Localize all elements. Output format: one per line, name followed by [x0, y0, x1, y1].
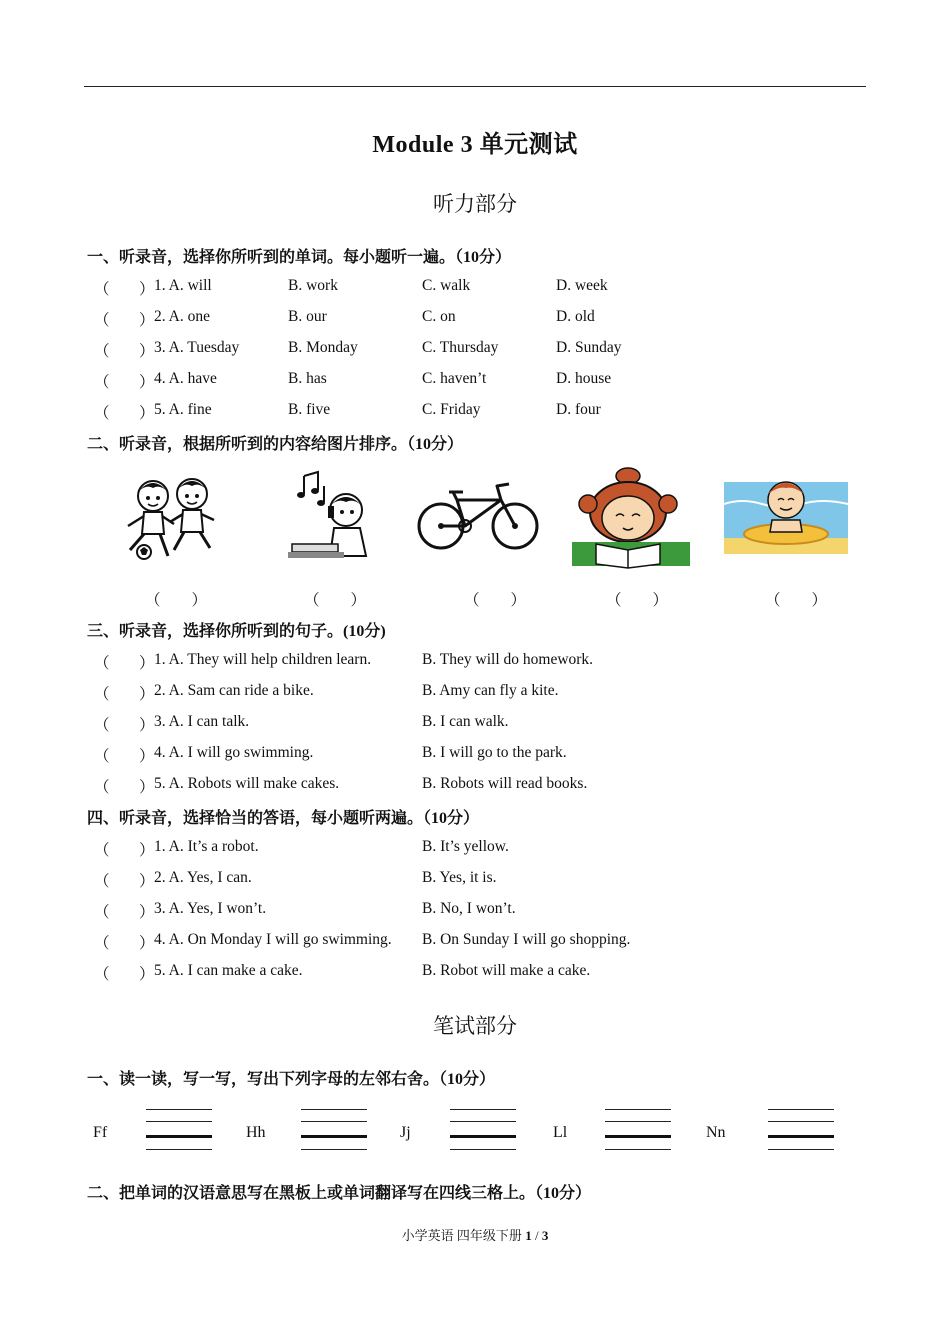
option-b: B. It’s yellow. — [422, 838, 509, 855]
option-a: 5. A. I can make a cake. — [154, 962, 303, 979]
answer-blank-close: ） — [139, 779, 155, 796]
letter-prompt: Jj — [400, 1124, 411, 1141]
answer-blank-open[interactable]: （ — [94, 374, 110, 391]
answer-blank-open[interactable]: （ — [94, 935, 110, 952]
part1-heading: 一、听录音，选择你所听到的单词。每小题听一遍。（10分） — [87, 249, 512, 266]
page-total: 3 — [541, 1228, 549, 1243]
page-separator: / — [534, 1228, 539, 1243]
letter-prompt: Nn — [706, 1124, 726, 1141]
option-b: B. Robots will read books. — [422, 775, 588, 792]
answer-blank-close: ） — [139, 405, 155, 422]
option-a: 1. A. will — [154, 277, 212, 294]
option-a: 3. A. I can talk. — [154, 713, 250, 730]
part2-heading: 二、听录音，根据所听到的内容给图片排序。（10分） — [87, 436, 464, 453]
option-c: C. haven’t — [422, 370, 487, 387]
option-a: 3. A. Yes, I won’t. — [154, 900, 267, 917]
option-b: B. On Sunday I will go shopping. — [422, 931, 631, 948]
picture-answer-blank[interactable]: （ ） — [464, 592, 527, 609]
option-b: B. No, I won’t. — [422, 900, 516, 917]
page-footer — [0, 1225, 950, 1244]
answer-blank-open[interactable]: （ — [94, 748, 110, 765]
answer-blank-close: ） — [139, 842, 155, 859]
answer-blank-open[interactable]: （ — [94, 779, 110, 796]
page-title: Module 3 单元测试 — [372, 132, 578, 158]
option-d: D. four — [556, 401, 601, 418]
four-line-grid[interactable] — [605, 1107, 671, 1155]
answer-blank-open[interactable]: （ — [94, 904, 110, 921]
part4-heading: 四、听录音，选择恰当的答语，每小题听两遍。（10分） — [87, 810, 480, 827]
picture-answer-blank[interactable]: （ ） — [765, 592, 828, 609]
picture-answer-blank[interactable]: （ ） — [606, 592, 669, 609]
answer-blank-open[interactable]: （ — [94, 312, 110, 329]
answer-blank-close: ） — [139, 281, 155, 298]
option-b: B. I can walk. — [422, 713, 509, 730]
answer-blank-close: ） — [139, 873, 155, 890]
option-b: B. Monday — [288, 339, 358, 356]
option-d: D. week — [556, 277, 608, 294]
answer-blank-open[interactable]: （ — [94, 966, 110, 983]
option-b: B. work — [288, 277, 338, 294]
option-a: 2. A. Sam can ride a bike. — [154, 682, 314, 699]
option-a: 5. A. Robots will make cakes. — [154, 775, 340, 792]
option-b: B. Amy can fly a kite. — [422, 682, 559, 699]
option-a: 3. A. Tuesday — [154, 339, 240, 356]
writing1-heading: 一、读一读，写一写，写出下列字母的左邻右舍。（10分） — [87, 1071, 496, 1088]
option-b: B. I will go to the park. — [422, 744, 567, 761]
option-a: 4. A. On Monday I will go swimming. — [154, 931, 392, 948]
answer-blank-close: ） — [139, 343, 155, 360]
writing2-heading: 二、把单词的汉语意思写在黑板上或单词翻译写在四线三格上。（10分） — [87, 1185, 592, 1202]
answer-blank-open[interactable]: （ — [94, 842, 110, 859]
option-d: D. old — [556, 308, 595, 325]
option-b: B. Yes, it is. — [422, 869, 497, 886]
footer-text: 小学英语 四年级下册 — [401, 1228, 522, 1243]
picture-answer-blank[interactable]: （ ） — [145, 592, 208, 609]
answer-blank-open[interactable]: （ — [94, 343, 110, 360]
answer-blank-close: ） — [139, 966, 155, 983]
answer-blank-open[interactable]: （ — [94, 717, 110, 734]
writing-section-title: 笔试部分 — [433, 1014, 517, 1038]
option-b: B. has — [288, 370, 327, 387]
option-d: D. house — [556, 370, 612, 387]
option-a: 2. A. one — [154, 308, 210, 325]
option-a: 1. A. It’s a robot. — [154, 838, 259, 855]
two-boys-football-image — [108, 464, 238, 572]
option-b: B. our — [288, 308, 327, 325]
bicycle-image — [413, 464, 543, 572]
option-b: B. They will do homework. — [422, 651, 594, 668]
answer-blank-open[interactable]: （ — [94, 281, 110, 298]
answer-blank-close: ） — [139, 717, 155, 734]
picture-answer-blank[interactable]: （ ） — [304, 592, 367, 609]
option-d: D. Sunday — [556, 339, 622, 356]
option-c: C. walk — [422, 277, 471, 294]
answer-blank-open[interactable]: （ — [94, 655, 110, 672]
answer-blank-close: ） — [139, 904, 155, 921]
header-rule — [84, 86, 866, 87]
option-a: 1. A. They will help children learn. — [154, 651, 372, 668]
answer-blank-close: ） — [139, 686, 155, 703]
boy-listening-music-image — [274, 464, 404, 572]
option-a: 2. A. Yes, I can. — [154, 869, 252, 886]
option-a: 5. A. fine — [154, 401, 212, 418]
option-b: B. five — [288, 401, 331, 418]
option-a: 4. A. I will go swimming. — [154, 744, 314, 761]
four-line-grid[interactable] — [768, 1107, 834, 1155]
option-c: C. Thursday — [422, 339, 499, 356]
page-number: 1 — [525, 1228, 532, 1243]
letter-prompt: Ff — [93, 1124, 108, 1141]
answer-blank-close: ） — [139, 935, 155, 952]
answer-blank-open[interactable]: （ — [94, 873, 110, 890]
letter-prompt: Ll — [553, 1124, 568, 1141]
four-line-grid[interactable] — [450, 1107, 516, 1155]
answer-blank-close: ） — [139, 374, 155, 391]
option-c: C. Friday — [422, 401, 481, 418]
option-a: 4. A. have — [154, 370, 217, 387]
girl-swimming-image — [722, 464, 852, 572]
answer-blank-open[interactable]: （ — [94, 686, 110, 703]
answer-blank-close: ） — [139, 312, 155, 329]
answer-blank-close: ） — [139, 748, 155, 765]
letter-prompt: Hh — [246, 1124, 266, 1141]
part3-heading: 三、听录音，选择你所听到的句子。(10分) — [87, 623, 386, 640]
four-line-grid[interactable] — [301, 1107, 367, 1155]
option-c: C. on — [422, 308, 456, 325]
option-b: B. Robot will make a cake. — [422, 962, 591, 979]
answer-blank-open[interactable]: （ — [94, 405, 110, 422]
listening-section-title: 听力部分 — [433, 192, 517, 216]
answer-blank-close: ） — [139, 655, 155, 672]
four-line-grid[interactable] — [146, 1107, 212, 1155]
girl-reading-image — [566, 464, 696, 572]
